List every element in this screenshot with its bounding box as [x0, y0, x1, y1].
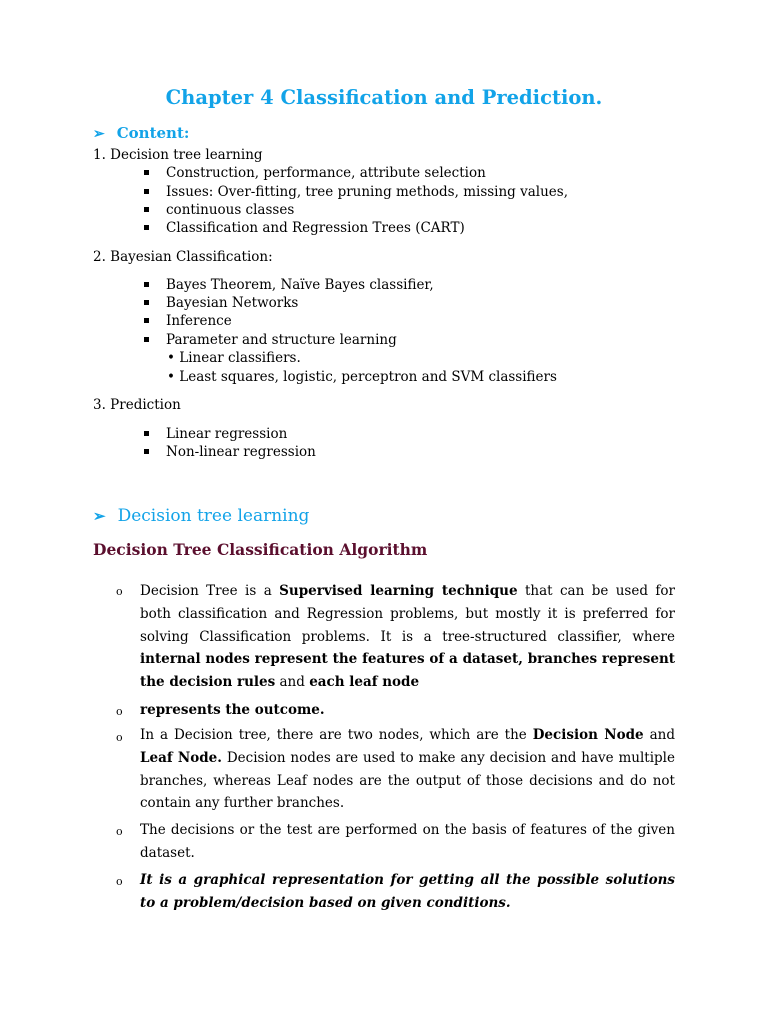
outline-section-1: 1. Decision tree learning — [93, 147, 263, 163]
circle-bullet-icon: o — [116, 825, 123, 838]
list-item: Inference — [144, 313, 232, 329]
square-bullet-icon — [144, 282, 149, 287]
list-item: Linear regression — [144, 426, 287, 442]
arrow-bullet-icon: ➢ — [93, 126, 105, 142]
square-bullet-icon — [144, 170, 149, 175]
list-item: continuous classes — [144, 202, 294, 218]
paragraph-3: In a Decision tree, there are two nodes, which are the Decision Node and Leaf Node. Decision nodes are used to make any decision and have multiple branches, whereas Leaf nodes are the output of those decisions and do not contain any further branches. — [140, 727, 675, 812]
list-item: Bayes Theorem, Naïve Bayes classifier, — [144, 277, 434, 293]
square-bullet-icon — [144, 431, 149, 436]
square-bullet-icon — [144, 225, 149, 230]
section-heading — [93, 506, 309, 526]
arrow-bullet-icon: ➢ — [93, 507, 106, 525]
list-item: Classification and Regression Trees (CART) — [144, 220, 465, 236]
algorithm-heading: Decision Tree Classification Algorithm — [93, 540, 428, 559]
list-item: Non-linear regression — [144, 444, 316, 460]
list-item: Construction, performance, attribute selection — [144, 165, 486, 181]
list-item: Issues: Over-fitting, tree pruning methods, missing values, — [144, 184, 568, 200]
paragraph-2: represents the outcome. — [140, 702, 325, 718]
list-item: Bayesian Networks — [144, 295, 298, 311]
outline-section-3: 3. Prediction — [93, 397, 181, 413]
circle-bullet-icon: o — [116, 705, 123, 718]
square-bullet-icon — [144, 337, 149, 342]
paragraph-4: The decisions or the test are performed on the basis of features of the given dataset. — [140, 822, 675, 861]
section-heading-label: Decision tree learning — [117, 506, 310, 526]
page-title: Chapter 4 Classification and Prediction. — [165, 86, 603, 109]
paragraph-5: It is a graphical representation for getting all the possible solutions to a problem/decision based on given conditions. — [140, 872, 675, 911]
square-bullet-icon — [144, 207, 149, 212]
paragraph-1: Decision Tree is a Supervised learning technique that can be used for both classification and Regression problems, but mostly it is preferred for solving Classification problems. It is a tree-structured classifier, where internal nodes represent the features of a dataset, branches represent the decision rules and each leaf node — [140, 583, 675, 691]
circle-bullet-icon: o — [116, 585, 123, 598]
circle-bullet-icon: o — [116, 731, 123, 744]
square-bullet-icon — [144, 300, 149, 305]
content-heading-label: Content: — [116, 124, 190, 142]
square-bullet-icon — [144, 318, 149, 323]
square-bullet-icon — [144, 189, 149, 194]
sub-list-item: • Linear classifiers. — [167, 350, 301, 366]
outline-section-2: 2. Bayesian Classification: — [93, 249, 273, 265]
square-bullet-icon — [144, 449, 149, 454]
content-heading — [93, 124, 189, 142]
circle-bullet-icon: o — [116, 875, 123, 888]
sub-list-item: • Least squares, logistic, perceptron and SVM classifiers — [167, 369, 557, 385]
list-item: Parameter and structure learning — [144, 332, 397, 348]
